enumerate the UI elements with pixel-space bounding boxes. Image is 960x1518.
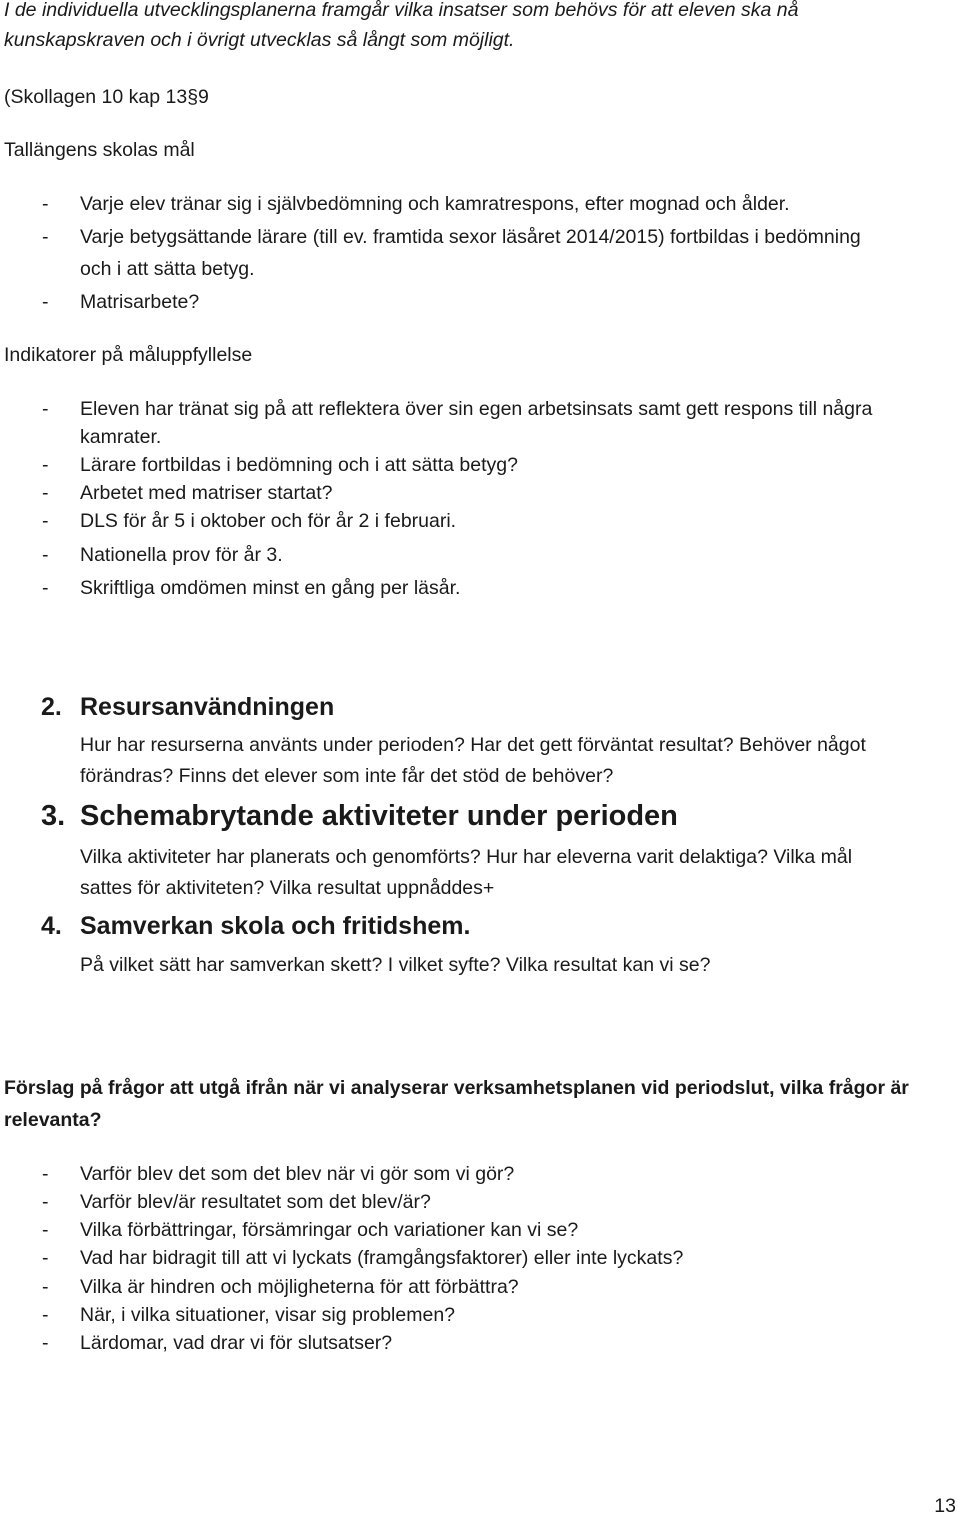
list-bullet: - — [42, 398, 49, 420]
questions-heading-continued: relevanta? — [4, 1109, 102, 1131]
indicator-item: Eleven har tränat sig på att reflektera över sin egen arbetsinsats samt gett respons till några — [80, 398, 873, 420]
indicators-heading: Indikatorer på måluppfyllelse — [4, 344, 253, 366]
intro-line-2: kunskapskraven och i övrigt utvecklas så långt som möjligt. — [4, 29, 515, 51]
section-number: 2. — [41, 693, 62, 721]
indicator-item: Nationella prov för år 3. — [80, 544, 283, 566]
section-title: Samverkan skola och fritidshem. — [80, 912, 471, 940]
list-bullet: - — [42, 291, 49, 313]
goal-item: Varje elev tränar sig i självbedömning och kamratrespons, efter mognad och ålder. — [80, 193, 790, 215]
question-item: Vad har bidragit till att vi lyckats (framgångsfaktorer) eller inte lyckats? — [80, 1247, 684, 1269]
intro-line-1: I de individuella utvecklingsplanerna framgår vilka insatser som behövs för att eleven ska nå — [4, 0, 799, 21]
section-text: Vilka aktiviteter har planerats och genomförts? Hur har eleverna varit delaktiga? Vilka mål — [80, 846, 853, 868]
list-bullet: - — [42, 510, 49, 532]
page-number: 13 — [934, 1495, 956, 1517]
section-text: Hur har resurserna använts under perioden? Har det gett förväntat resultat? Behöver något — [80, 734, 866, 756]
indicator-item-continued: kamrater. — [80, 426, 162, 448]
list-bullet: - — [42, 1276, 49, 1298]
indicator-item: Skriftliga omdömen minst en gång per läsår. — [80, 577, 461, 599]
goal-item: Matrisarbete? — [80, 291, 200, 313]
goal-item-continued: och i att sätta betyg. — [80, 258, 255, 280]
list-bullet: - — [42, 193, 49, 215]
goals-heading: Tallängens skolas mål — [4, 139, 195, 161]
section-text: sattes för aktiviteten? Vilka resultat uppnåddes+ — [80, 877, 495, 899]
list-bullet: - — [42, 226, 49, 248]
list-bullet: - — [42, 544, 49, 566]
indicator-item: DLS för år 5 i oktober och för år 2 i februari. — [80, 510, 457, 532]
goal-item: Varje betygsättande lärare (till ev. framtida sexor läsåret 2014/2015) fortbildas i bedömning — [80, 226, 861, 248]
list-bullet: - — [42, 1191, 49, 1213]
list-bullet: - — [42, 1247, 49, 1269]
list-bullet: - — [42, 1219, 49, 1241]
section-text: förändras? Finns det elever som inte får det stöd de behöver? — [80, 765, 614, 787]
indicator-item: Lärare fortbildas i bedömning och i att sätta betyg? — [80, 454, 518, 476]
list-bullet: - — [42, 482, 49, 504]
question-item: Lärdomar, vad drar vi för slutsatser? — [80, 1332, 393, 1354]
question-item: Varför blev det som det blev när vi gör som vi gör? — [80, 1163, 515, 1185]
law-reference: (Skollagen 10 kap 13§9 — [4, 86, 209, 108]
section-title: Schemabrytande aktiviteter under perioden — [80, 800, 678, 832]
list-bullet: - — [42, 1163, 49, 1185]
indicator-item: Arbetet med matriser startat? — [80, 482, 333, 504]
question-item: Vilka förbättringar, försämringar och variationer kan vi se? — [80, 1219, 579, 1241]
list-bullet: - — [42, 1304, 49, 1326]
question-item: Vilka är hindren och möjligheterna för att förbättra? — [80, 1276, 519, 1298]
section-title: Resursanvändningen — [80, 693, 335, 721]
list-bullet: - — [42, 577, 49, 599]
questions-heading: Förslag på frågor att utgå ifrån när vi analyserar verksamhetsplanen vid periodslut, vilka frågor är — [4, 1077, 909, 1099]
list-bullet: - — [42, 1332, 49, 1354]
section-text: På vilket sätt har samverkan skett? I vilket syfte? Vilka resultat kan vi se? — [80, 954, 711, 976]
list-bullet: - — [42, 454, 49, 476]
section-number: 3. — [41, 800, 66, 832]
question-item: Varför blev/är resultatet som det blev/är? — [80, 1191, 431, 1213]
question-item: När, i vilka situationer, visar sig problemen? — [80, 1304, 456, 1326]
section-number: 4. — [41, 912, 62, 940]
